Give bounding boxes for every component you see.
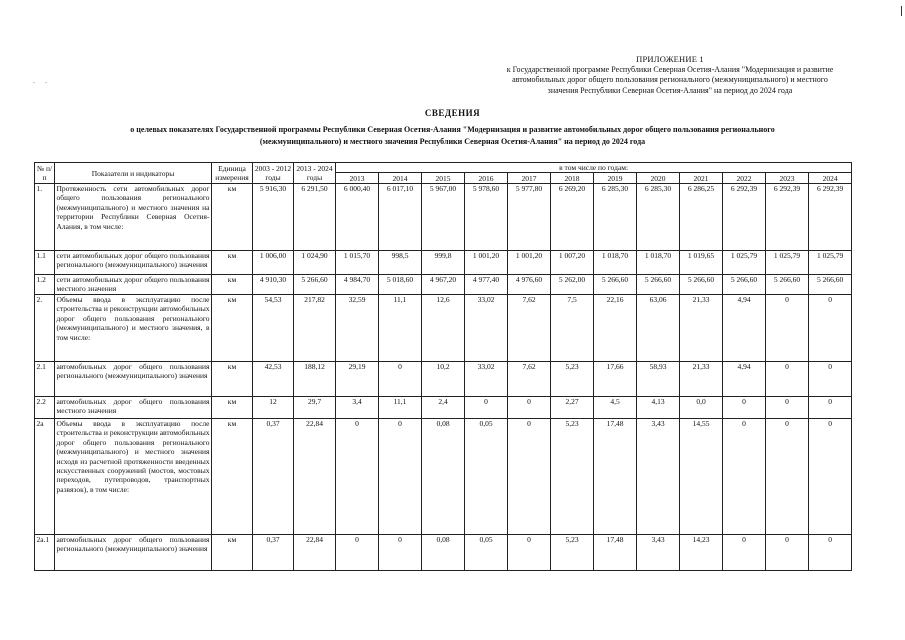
row-year-value: 6 285,30 [637,184,680,251]
row-year-value: 0 [723,397,766,419]
appendix-line: автомобильных дорог общего пользования регионального (межмуниципального) и местного [512,75,828,84]
row-year-value: 21,33 [680,362,723,397]
table-row [35,275,852,295]
row-year-value: 33,02 [465,295,508,362]
header-year: 2013 [336,173,379,184]
appendix-line: значения Республики Северная Осетия-Алания" на период до 2024 года [547,85,793,95]
row-year-value: 10,2 [422,362,465,397]
row-year-value: 1 025,79 [723,251,766,275]
row-value-2013-2024: 188,12 [294,362,336,397]
row-year-value: 5 266,60 [637,275,680,295]
table-row [35,295,852,362]
row-unit: км [212,251,253,275]
row-year-value: 5 266,60 [594,275,637,295]
row-value-2013-2024: 29,7 [294,397,336,419]
row-year-value: 1 001,20 [508,251,551,275]
row-year-value: 0 [766,397,809,419]
row-number: 2.1 [35,362,55,397]
row-year-value: 0 [809,397,852,419]
row-unit: км [212,397,253,419]
header-year: 2022 [723,173,766,184]
row-year-value: 4,94 [723,295,766,362]
row-year-value: 17,48 [594,419,637,535]
row-year-value: 0 [508,419,551,535]
row-year-value: 0,0 [680,397,723,419]
row-year-value: 7,62 [508,295,551,362]
row-year-value: 1 018,70 [594,251,637,275]
row-value-2003-2012: 5 916,30 [253,184,294,251]
appendix-line: к Государственной программе Республики Северная Осетия-Алания "Модернизация и развитие [506,64,834,74]
row-year-value: 32,59 [336,295,379,362]
row-unit: км [212,184,253,251]
row-year-value: 0 [809,295,852,362]
row-year-value: 0 [723,535,766,571]
row-year-value: 0 [766,362,809,397]
row-year-value: 4,5 [594,397,637,419]
row-year-value: 0 [379,362,422,397]
table-row [35,251,852,275]
row-indicator: сети автомобильных дорог общего пользования местного значения [56,275,210,294]
row-year-value: 5,23 [551,419,594,535]
header-indicator: Показатели и индикаторы [55,163,212,184]
row-value-2013-2024: 217,82 [294,295,336,362]
row-year-value: 998,5 [379,251,422,275]
row-year-value: 4,94 [723,362,766,397]
row-year-value: 7,62 [508,362,551,397]
row-number: 2. [35,295,55,362]
header-year: 2019 [594,173,637,184]
row-value-2003-2012: 0,37 [253,419,294,535]
header-unit: Единица измерения [212,163,253,184]
row-year-value: 0,05 [465,535,508,571]
row-year-value: 1 018,70 [637,251,680,275]
row-year-value: 6 000,40 [336,184,379,251]
indicators-table [34,162,852,571]
row-year-value: 1 007,20 [551,251,594,275]
row-year-value: 0 [809,362,852,397]
row-value-2003-2012: 54,53 [253,295,294,362]
row-year-value: 3,43 [637,535,680,571]
row-year-value: 3,43 [637,419,680,535]
row-year-value: 1 001,20 [465,251,508,275]
header-year: 2015 [422,173,465,184]
row-year-value: 0 [723,419,766,535]
row-year-value: 17,48 [594,535,637,571]
row-year-value: 6 292,39 [723,184,766,251]
header-year: 2018 [551,173,594,184]
row-year-value: 14,23 [680,535,723,571]
row-indicator: Объемы ввода в эксплуатацию после строительства и реконструкции автомобильных дорог общего пользования регионального (межмуниципального) и местного значения, в том числе: [55,295,212,362]
row-year-value: 6 017,10 [379,184,422,251]
row-year-value: 4 976,60 [508,275,551,295]
row-value-2013-2024: 22,84 [294,419,336,535]
row-year-value: 63,06 [637,295,680,362]
header-year: 2021 [680,173,723,184]
row-value-2003-2012: 42,53 [253,362,294,397]
header-year: 2020 [637,173,680,184]
row-value-2013-2024: 5 266,60 [294,275,336,295]
row-value-2003-2012: 12 [253,397,294,419]
row-number: 1.2 [35,275,55,295]
header-year: 2024 [809,173,852,184]
row-indicator: автомобильных дорог общего пользования местного значения [55,397,212,419]
row-year-value: 6 286,25 [680,184,723,251]
row-indicator: сети автомобильных дорог общего пользования регионального (межмуниципального) значения [55,251,212,275]
row-year-value: 33,02 [465,362,508,397]
row-year-value: 0 [766,295,809,362]
row-year-value: 6 269,20 [551,184,594,251]
row-year-value: 0 [379,419,422,535]
row-year-value: 11,1 [379,397,422,419]
row-year-value: 1 025,79 [766,251,809,275]
row-year-value: 5 967,00 [422,184,465,251]
row-value-2013-2024: 1 024,90 [294,251,336,275]
row-year-value: 6 292,39 [809,184,852,251]
table-row [35,535,852,571]
row-year-value: 0,08 [422,419,465,535]
row-year-value: 7,5 [551,295,594,362]
row-indicator: автомобильных дорог общего пользования регионального (межмуниципального) значения [55,362,212,397]
row-year-value: 0 [508,535,551,571]
row-number: 2.2 [35,397,55,419]
table-row [35,184,852,251]
header-year: 2017 [508,173,551,184]
row-year-value: 5 266,60 [809,275,852,295]
row-year-value: 29,19 [336,362,379,397]
appendix-block [470,54,870,96]
row-value-2013-2024: 6 291,50 [294,184,336,251]
row-year-value: 0 [336,535,379,571]
row-year-value: 58,93 [637,362,680,397]
row-value-2003-2012: 1 006,00 [253,251,294,275]
row-year-value: 11,1 [379,295,422,362]
row-year-value: 12,6 [422,295,465,362]
row-year-value: 0,08 [422,535,465,571]
row-value-2013-2024: 22,84 [294,535,336,571]
document-title: СВЕДЕНИЯ [424,108,481,118]
row-year-value: 5 266,60 [766,275,809,295]
row-indicator: Объемы ввода в эксплуатацию после строительства и реконструкции автомобильных дорог общего пользования регионального (межмуниципального) и местного значения исходя из расчетной протяженности введенных искусственных сооружений (мостов, мостовых переходов, путепроводов, транспортных развязок), в том числе: [55,419,212,535]
row-value-2003-2012: 4 910,30 [253,275,294,295]
appendix-title: ПРИЛОЖЕНИЕ 1 [636,54,704,64]
row-year-value: 0,05 [465,419,508,535]
row-year-value: 5 977,80 [508,184,551,251]
row-year-value: 0 [508,397,551,419]
row-year-value: 14,55 [680,419,723,535]
row-number: 2a [35,419,55,535]
subtitle-line: (межмуниципального) и местного значения Республики Северная Осетия-Алания" на период до 2024 года [259,137,646,146]
row-year-value: 6 285,30 [594,184,637,251]
row-year-value: 5,23 [551,362,594,397]
row-year-value: 0 [336,419,379,535]
row-year-value: 0 [379,535,422,571]
row-indicator: Протяженность сети автомобильных дорог общего пользования регионального (межмуниципального) и местного значения на территории Республики Северная Осетия-Алания, в том числе: [55,184,212,251]
table-row [35,419,852,535]
row-number: 1.1 [35,251,55,275]
row-year-value: 5 266,60 [723,275,766,295]
row-year-value: 5 978,60 [465,184,508,251]
row-year-value: 5 018,60 [379,275,422,295]
row-year-value: 0 [465,397,508,419]
row-value-2003-2012: 0,37 [253,535,294,571]
header-period-2013-2024: 2013 - 2024 годы [294,163,336,184]
row-year-value: 0 [809,535,852,571]
row-year-value: 999,8 [422,251,465,275]
row-year-value: 0 [766,419,809,535]
header-period-2003-2012: 2003 - 2012 годы [253,163,294,184]
row-unit: км [212,419,253,535]
row-unit: км [212,295,253,362]
row-year-value: 2,4 [422,397,465,419]
header-year: 2016 [465,173,508,184]
document-subtitle [0,124,905,148]
row-year-value: 4,13 [637,397,680,419]
row-year-value: 3,4 [336,397,379,419]
page-edge-mark [901,6,902,16]
row-year-value: 4 967,20 [422,275,465,295]
row-year-value: 21,33 [680,295,723,362]
row-year-value: 17,66 [594,362,637,397]
row-year-value: 0 [809,419,852,535]
row-indicator: автомобильных дорог общего пользования регионального (межмуниципального) значения [55,535,212,571]
row-year-value: 4 977,40 [465,275,508,295]
subtitle-line: о целевых показателях Государственной программы Республики Северная Осетия-Алания "Модернизация и развитие автомобильных дорог общего пользования регионального [130,125,775,134]
row-number: 1. [35,184,55,251]
row-year-value: 5 266,60 [680,275,723,295]
row-year-value: 4 984,70 [336,275,379,295]
row-year-value: 2,27 [551,397,594,419]
row-year-value: 5,23 [551,535,594,571]
header-num: № п/п [35,163,55,184]
header-year: 2023 [766,173,809,184]
header-year: 2014 [379,173,422,184]
row-year-value: 1 019,65 [680,251,723,275]
table-row [35,362,852,397]
row-year-value: 0 [766,535,809,571]
table-row [35,397,852,419]
row-year-value: 5 262,00 [551,275,594,295]
row-unit: км [212,535,253,571]
row-year-value: 1 025,79 [809,251,852,275]
row-number: 2a.1 [35,535,55,571]
row-unit: км [212,275,253,295]
row-year-value: 6 292,39 [766,184,809,251]
row-unit: км [212,362,253,397]
scan-specks: . . [33,76,51,85]
row-year-value: 1 015,70 [336,251,379,275]
row-year-value: 22,16 [594,295,637,362]
header-by-years: в том числе по годам: [336,163,852,173]
